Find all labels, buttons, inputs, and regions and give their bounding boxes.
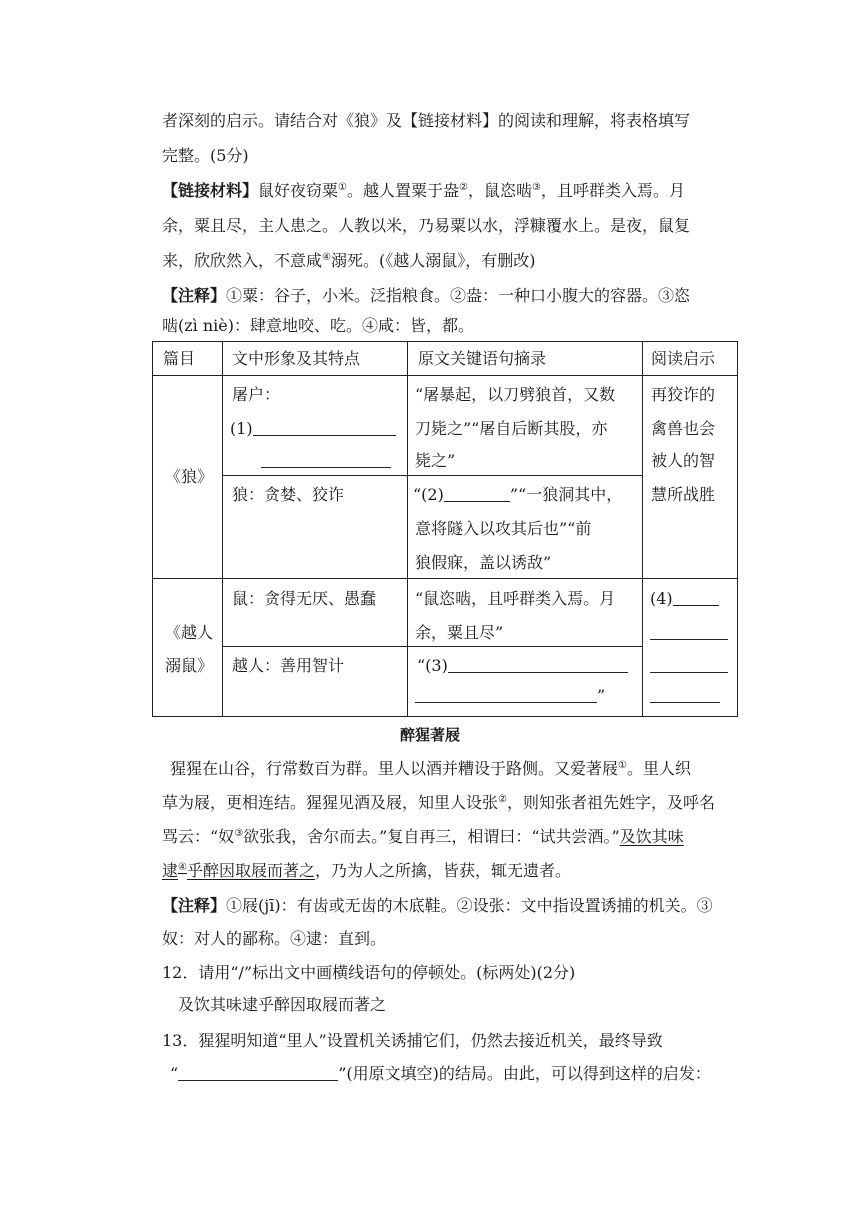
- answer-blank-4-cont[interactable]: [650, 623, 728, 640]
- note-marker: ④: [178, 862, 187, 873]
- question-13: 13．猩猩明知道“里人”设置机关诱捕它们，仍然去接近机关，最终导致: [162, 1031, 663, 1050]
- table-hline: [222, 475, 642, 476]
- table-header-quote: 原文关键语句摘录: [418, 349, 547, 368]
- link-material-line-2: 余，粟且尽，主人患之。人教以米，乃易粟以水，浮糠覆水上。是夜，鼠复: [162, 216, 691, 235]
- wolf-insight-4: 慧所战胜: [651, 485, 716, 504]
- notes2-line-1: [162, 895, 713, 917]
- blank-number: (1): [230, 419, 253, 438]
- wolf-title: 《狼》: [165, 467, 214, 486]
- passage-text: ，乃为人之所擒，皆获，辄无遗者。: [315, 861, 572, 880]
- table-header-title: 篇目: [163, 349, 196, 368]
- intro-line-1: 者深刻的启示。请结合对《狼》及【链接材料】的阅读和理解，将表格填写: [162, 111, 691, 130]
- blank-number: “(2): [413, 485, 444, 504]
- rat-title-2: 溺鼠》: [165, 656, 214, 675]
- question-12: 12．请用“/”标出文中画横线语句的停顿处。(标两处)(2分): [162, 963, 576, 982]
- yue-quote-row-2: [415, 685, 605, 707]
- link-text: 来，欣欣然入，不意咸: [162, 251, 323, 270]
- answer-blank-13[interactable]: [178, 1064, 338, 1081]
- notes-label: 【注释】: [162, 286, 227, 305]
- wolf-insight-2: 禽兽也会: [651, 419, 716, 438]
- underlined-sentence: 逮: [162, 861, 179, 880]
- notes2-line-2: 奴：对人的鄙称。④逮：直到。: [162, 929, 387, 948]
- passage-text: 草为屐，更相连结。猩猩见酒及屐，知里人设张: [162, 793, 499, 812]
- link-text: 鼠好夜窃粟: [258, 181, 339, 200]
- link-text: 。越人置粟于盎: [347, 181, 460, 200]
- passage-line-2: [162, 792, 715, 814]
- comparison-table: [152, 341, 738, 717]
- note-marker: ④: [322, 252, 331, 263]
- passage-text: ，则知张者祖先姓字，及呼名: [506, 793, 715, 812]
- answer-blank-3[interactable]: [448, 656, 628, 673]
- answer-blank-4-cont[interactable]: [650, 686, 720, 703]
- wolf-quote-3: 狼假寐，盖以诱敌”: [415, 553, 552, 572]
- note-marker: ③: [532, 182, 541, 193]
- rat-trait: 鼠：贪得无厌、愚蠢: [232, 589, 377, 608]
- note-marker: ③: [234, 828, 244, 839]
- rat-insight-row-4: [650, 685, 720, 707]
- table-vline: [642, 342, 643, 716]
- butcher-blank-row: [230, 418, 396, 440]
- yue-quote-row-1: [417, 655, 628, 677]
- notes-label: 【注释】: [162, 896, 227, 915]
- passage-title: 醉猩著屐: [399, 726, 460, 744]
- wolf-quote-1: [413, 484, 622, 506]
- rat-title-1: 《越人: [165, 623, 214, 642]
- quote-text: ”“一狼洞其中，: [509, 485, 623, 504]
- question-text: ”(用原文填空)的结局。由此，可以得到这样的启发：: [338, 1064, 711, 1083]
- passage-line-4: [162, 860, 571, 882]
- notes-text: ①粟：谷子，小米。泛指粮食。②盎：一种口小腹大的容器。③恣: [226, 286, 691, 305]
- butcher-quote-3: 毙之”: [415, 451, 456, 470]
- table-header-image: 文中形象及其特点: [232, 349, 361, 368]
- question-13-line-2: [170, 1063, 711, 1085]
- passage-text: 。里人织: [626, 759, 691, 778]
- table-hline: [153, 375, 737, 376]
- wolf-insight-1: 再狡诈的: [651, 385, 716, 404]
- link-text: ，鼠恣啮: [467, 181, 532, 200]
- notes-text: ①屐(jī)：有齿或无齿的木底鞋。②设张：文中指设置诱捕的机关。③: [226, 896, 713, 915]
- note-marker: ①: [338, 182, 347, 193]
- passage-line-3: [162, 826, 684, 848]
- rat-quote-1: “鼠恣啮，且呼群类入焉。月: [415, 589, 616, 608]
- answer-blank-4-cont[interactable]: [650, 656, 728, 673]
- answer-blank-2[interactable]: [444, 485, 510, 502]
- wolf-insight-3: 被人的智: [651, 451, 716, 470]
- answer-blank-3-cont[interactable]: [415, 686, 597, 703]
- notes1-line-2: 啮(zì niè)：肆意地咬、吃。④咸：皆，都。: [162, 316, 475, 335]
- link-material-line-3: [162, 250, 535, 272]
- answer-blank-1[interactable]: [253, 419, 396, 436]
- link-text: 溺死。(《越人溺鼠》，有删改): [330, 251, 536, 270]
- table-hline: [153, 578, 737, 579]
- butcher-blank-row-2: [261, 450, 391, 472]
- passage-text: 欲张我，舍尔而去。”复自再三，相谓曰：“试共尝酒。”: [243, 827, 620, 846]
- answer-blank-1-cont[interactable]: [261, 451, 391, 468]
- rat-quote-2: 余，粟且尽”: [415, 623, 504, 642]
- yue-trait: 越人：善用智计: [232, 656, 345, 675]
- link-material-line-1: [162, 180, 685, 202]
- butcher-quote-2: 刀毙之”“屠自后断其股，亦: [415, 419, 608, 438]
- note-marker: ②: [498, 794, 507, 805]
- rat-insight-row-2: [650, 622, 728, 644]
- link-text: ，且呼群类入焉。月: [540, 181, 685, 200]
- passage-text: 骂云：“奴: [162, 827, 235, 846]
- question-12-sentence: 及饮其味逮乎醉因取屐而著之: [178, 995, 387, 1014]
- wolf-trait: 狼：贪婪、狡诈: [232, 485, 345, 504]
- table-header-insight: 阅读启示: [651, 349, 716, 368]
- quote-text: ”: [597, 686, 606, 705]
- blank-number: (4): [650, 589, 673, 608]
- table-vline: [407, 342, 408, 716]
- quote-mark: “: [170, 1064, 179, 1083]
- butcher-label: 屠户：: [232, 385, 281, 404]
- underlined-sentence: 乎醉因取屐而著之: [186, 861, 315, 880]
- note-marker: ①: [618, 760, 627, 771]
- intro-line-2: 完整。(5分): [162, 146, 249, 165]
- butcher-quote-1: “屠暴起，以刀劈狼首，又数: [415, 385, 616, 404]
- rat-insight-row-3: [650, 655, 728, 677]
- passage-line-1: [170, 758, 691, 780]
- blank-number: “(3): [417, 656, 448, 675]
- wolf-quote-2: 意将隧入以攻其后也”“前: [415, 519, 592, 538]
- notes1-line-1: [162, 285, 690, 307]
- note-marker: ②: [459, 182, 468, 193]
- rat-insight-row-1: [650, 588, 719, 610]
- link-material-label: 【链接材料】: [162, 181, 259, 200]
- passage-text: 猩猩在山谷，行常数百为群。里人以酒并糟设于路侧。又爱著屐: [170, 759, 619, 778]
- table-hline: [222, 646, 642, 647]
- table-vline: [222, 342, 223, 716]
- answer-blank-4[interactable]: [673, 589, 719, 606]
- underlined-sentence: 及饮其味: [619, 827, 684, 846]
